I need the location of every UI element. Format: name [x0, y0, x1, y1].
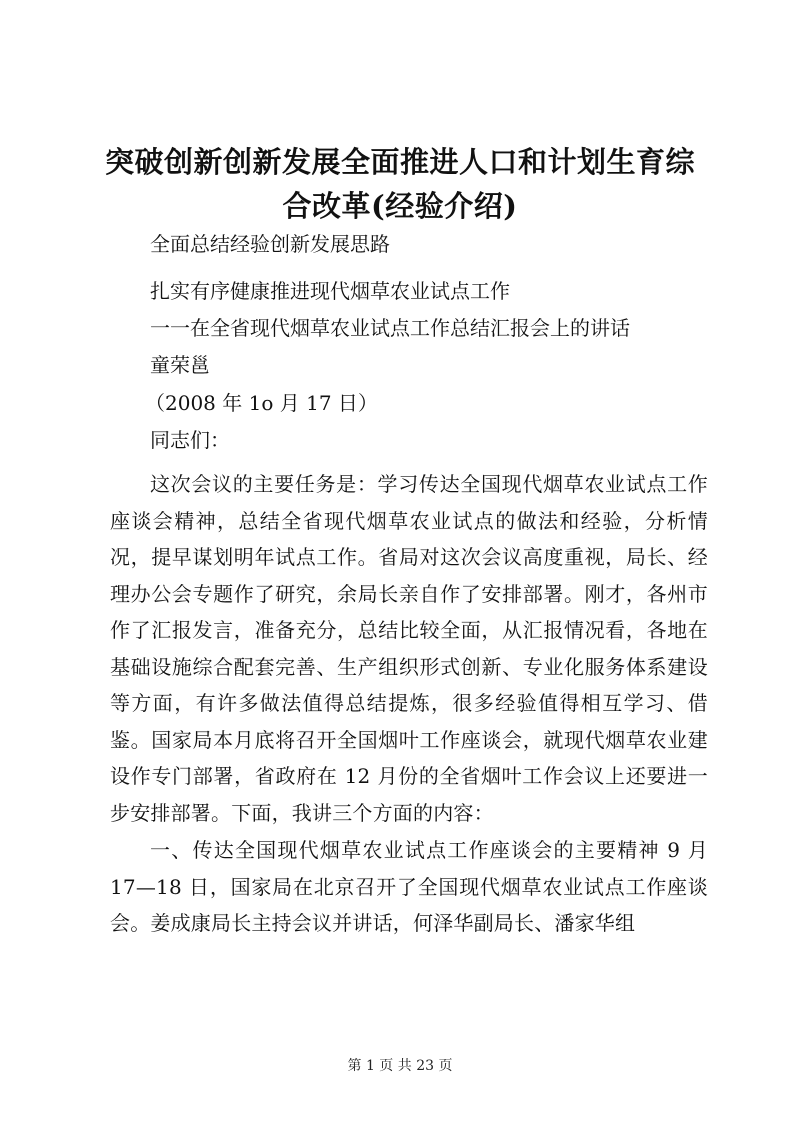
paragraph-1: 这次会议的主要任务是：学习传达全国现代烟草农业试点工作座谈会精神，总结全省现代烟草农业试点的做法和经验，分析情况，提早谋划明年试点工作。省局对这次会议高度重视，局长、经理办公会专题作了研究，余局长亲自作了安排部署。刚才，各州市作了汇报发言，准备充分，总结比较全面，从汇报情况看，各地在基础设施综合配套完善、生产组织形式创新、专业化服务体系建设等方面，有许多做法值得总结提炼，很多经验值得相互学习、借鉴。国家局本月底将召开全国烟叶工作座谈会，就现代烟草农业建设作专门部署，省政府在 12 月份的全省烟叶工作会议上还要进一步安排部署。下面，我讲三个方面的内容：	[110, 472, 708, 825]
salutation: 同志们：	[150, 428, 230, 452]
subtitle-line-3: 一一在全省现代烟草农业试点工作总结汇报会上的讲话	[150, 316, 630, 340]
speaker-name: 童荣邕	[150, 353, 210, 377]
paragraph-2: 一、传达全国现代烟草农业试点工作座谈会的主要精神 9 月 17—18 日，国家局在北京召开了全国现代烟草农业试点工作座谈会。姜成康局长主持会议并讲话，何泽华副局长、潘家华组	[110, 838, 708, 935]
subtitle-line-2: 扎实有序健康推进现代烟草农业试点工作	[150, 279, 510, 303]
speech-date: （2008 年 1o 月 17 日）	[145, 391, 378, 415]
page-footer: 第 1 页 共 23 页	[347, 1058, 453, 1074]
document-title: 突破创新创新发展全面推进人口和计划生育综合改革(经验介绍)	[104, 145, 695, 223]
subtitle-line-1: 全面总结经验创新发展思路	[150, 232, 390, 256]
